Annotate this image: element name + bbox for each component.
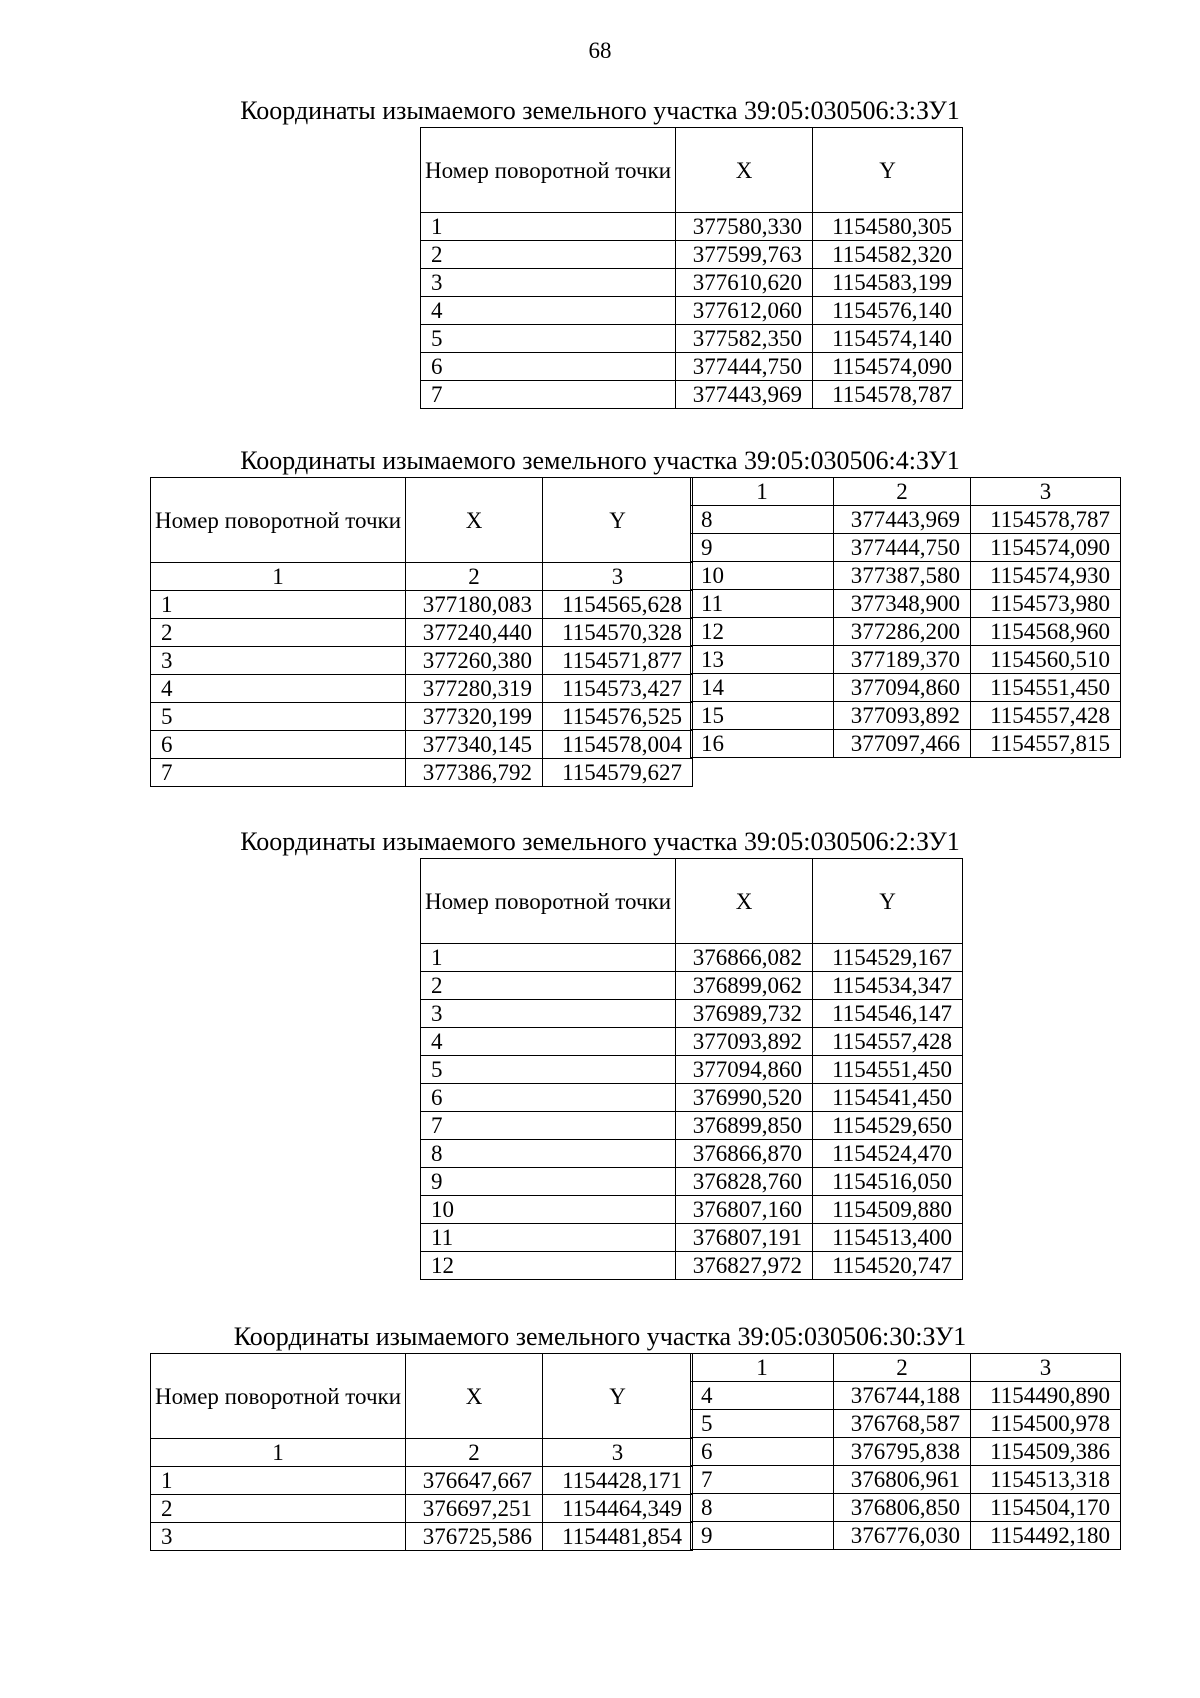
column-number: 3 <box>543 1439 693 1467</box>
table-row <box>691 1382 1121 1410</box>
x-coordinate-cell: 377348,900 <box>834 590 971 618</box>
table-row <box>421 1000 963 1028</box>
x-coordinate-cell: 377240,440 <box>406 619 543 647</box>
column-number: 1 <box>151 563 406 591</box>
y-coordinate-cell: 1154464,349 <box>543 1495 693 1523</box>
column-number-row <box>691 1354 1121 1382</box>
table-row <box>151 675 693 703</box>
table-row <box>421 1112 963 1140</box>
y-coordinate-cell: 1154568,960 <box>971 618 1121 646</box>
x-coordinate-cell: 376989,732 <box>676 1000 813 1028</box>
x-coordinate-cell: 377180,083 <box>406 591 543 619</box>
x-coordinate-cell: 376806,850 <box>834 1494 971 1522</box>
table-row <box>151 591 693 619</box>
point-number-header: Номер поворотной точки <box>421 128 676 213</box>
table-row <box>421 269 963 297</box>
y-header: Y <box>543 1354 693 1439</box>
table-header-row <box>151 478 693 563</box>
x-header: X <box>676 859 813 944</box>
table-row <box>421 1140 963 1168</box>
table-row <box>421 1028 963 1056</box>
x-coordinate-cell: 376807,191 <box>676 1224 813 1252</box>
table-row <box>691 646 1121 674</box>
point-number-cell: 9 <box>421 1168 676 1196</box>
x-coordinate-cell: 376866,870 <box>676 1140 813 1168</box>
coordinates-table-left <box>150 1353 693 1551</box>
y-coordinate-cell: 1154513,318 <box>971 1466 1121 1494</box>
table-row <box>691 702 1121 730</box>
table-header-row <box>151 1354 693 1439</box>
y-coordinate-cell: 1154500,978 <box>971 1410 1121 1438</box>
x-coordinate-cell: 376828,760 <box>676 1168 813 1196</box>
y-coordinate-cell: 1154557,815 <box>971 730 1121 758</box>
y-coordinate-cell: 1154509,880 <box>813 1196 963 1224</box>
point-number-cell: 4 <box>151 675 406 703</box>
table-row <box>421 1084 963 1112</box>
table-row <box>421 325 963 353</box>
y-coordinate-cell: 1154574,140 <box>813 325 963 353</box>
point-number-cell: 6 <box>421 353 676 381</box>
point-number-cell: 8 <box>691 506 834 534</box>
y-coordinate-cell: 1154490,890 <box>971 1382 1121 1410</box>
point-number-cell: 4 <box>691 1382 834 1410</box>
x-coordinate-cell: 377443,969 <box>834 506 971 534</box>
table-row <box>691 506 1121 534</box>
x-coordinate-cell: 377612,060 <box>676 297 813 325</box>
table-row <box>421 1056 963 1084</box>
y-coordinate-cell: 1154582,320 <box>813 241 963 269</box>
table-row <box>151 1467 693 1495</box>
y-coordinate-cell: 1154573,980 <box>971 590 1121 618</box>
table-row <box>691 674 1121 702</box>
point-number-cell: 14 <box>691 674 834 702</box>
column-number: 2 <box>834 1354 971 1382</box>
point-number-cell: 10 <box>421 1196 676 1224</box>
y-header: Y <box>813 128 963 213</box>
point-number-cell: 2 <box>421 972 676 1000</box>
table-row <box>691 1438 1121 1466</box>
x-coordinate-cell: 377280,319 <box>406 675 543 703</box>
table-row <box>151 731 693 759</box>
y-coordinate-cell: 1154516,050 <box>813 1168 963 1196</box>
y-coordinate-cell: 1154513,400 <box>813 1224 963 1252</box>
x-coordinate-cell: 377286,200 <box>834 618 971 646</box>
point-number-cell: 1 <box>151 591 406 619</box>
point-number-cell: 5 <box>691 1410 834 1438</box>
point-number-cell: 6 <box>151 731 406 759</box>
point-number-cell: 12 <box>691 618 834 646</box>
column-number: 1 <box>691 1354 834 1382</box>
point-number-cell: 1 <box>421 944 676 972</box>
point-number-cell: 5 <box>421 325 676 353</box>
point-number-cell: 7 <box>691 1466 834 1494</box>
coordinates-table-right <box>690 1353 1121 1550</box>
column-number-row <box>691 478 1121 506</box>
x-coordinate-cell: 377094,860 <box>834 674 971 702</box>
table-row <box>691 1494 1121 1522</box>
column-number: 3 <box>543 563 693 591</box>
table-row <box>691 534 1121 562</box>
point-number-cell: 9 <box>691 1522 834 1550</box>
table-row <box>151 647 693 675</box>
point-number-cell: 2 <box>421 241 676 269</box>
x-coordinate-cell: 377093,892 <box>676 1028 813 1056</box>
y-coordinate-cell: 1154492,180 <box>971 1522 1121 1550</box>
y-coordinate-cell: 1154574,930 <box>971 562 1121 590</box>
table-row <box>421 381 963 409</box>
table-row <box>421 944 963 972</box>
x-header: X <box>406 478 543 563</box>
x-coordinate-cell: 376697,251 <box>406 1495 543 1523</box>
y-coordinate-cell: 1154573,427 <box>543 675 693 703</box>
section-title: Координаты изымаемого земельного участка 39:05:030506:2:ЗУ1 <box>240 827 960 856</box>
column-number: 1 <box>691 478 834 506</box>
x-coordinate-cell: 377387,580 <box>834 562 971 590</box>
point-number-cell: 7 <box>151 759 406 787</box>
x-coordinate-cell: 377610,620 <box>676 269 813 297</box>
point-number-cell: 6 <box>691 1438 834 1466</box>
x-coordinate-cell: 377097,466 <box>834 730 971 758</box>
x-coordinate-cell: 376768,587 <box>834 1410 971 1438</box>
coordinates-table <box>420 127 963 409</box>
x-coordinate-cell: 377599,763 <box>676 241 813 269</box>
y-coordinate-cell: 1154529,650 <box>813 1112 963 1140</box>
page-number: 68 <box>588 38 612 63</box>
section-title: Координаты изымаемого земельного участка 39:05:030506:4:ЗУ1 <box>240 446 960 475</box>
table-row <box>691 1410 1121 1438</box>
y-header: Y <box>543 478 693 563</box>
point-number-cell: 11 <box>421 1224 676 1252</box>
y-coordinate-cell: 1154509,386 <box>971 1438 1121 1466</box>
y-coordinate-cell: 1154481,854 <box>543 1523 693 1551</box>
y-coordinate-cell: 1154504,170 <box>971 1494 1121 1522</box>
x-coordinate-cell: 376647,667 <box>406 1467 543 1495</box>
table-row <box>421 1196 963 1224</box>
y-coordinate-cell: 1154579,627 <box>543 759 693 787</box>
point-number-cell: 4 <box>421 1028 676 1056</box>
table-row <box>151 1495 693 1523</box>
coordinates-table <box>420 858 963 1280</box>
table-row <box>691 1466 1121 1494</box>
column-number: 3 <box>971 478 1121 506</box>
y-coordinate-cell: 1154571,877 <box>543 647 693 675</box>
y-coordinate-cell: 1154574,090 <box>813 353 963 381</box>
y-coordinate-cell: 1154557,428 <box>971 702 1121 730</box>
point-number-cell: 5 <box>151 703 406 731</box>
y-coordinate-cell: 1154583,199 <box>813 269 963 297</box>
y-coordinate-cell: 1154574,090 <box>971 534 1121 562</box>
column-number: 2 <box>834 478 971 506</box>
y-coordinate-cell: 1154578,787 <box>813 381 963 409</box>
point-number-cell: 6 <box>421 1084 676 1112</box>
column-number: 2 <box>406 1439 543 1467</box>
point-number-cell: 1 <box>151 1467 406 1495</box>
x-coordinate-cell: 377443,969 <box>676 381 813 409</box>
point-number-cell: 7 <box>421 381 676 409</box>
point-number-cell: 2 <box>151 1495 406 1523</box>
point-number-cell: 9 <box>691 534 834 562</box>
x-coordinate-cell: 376807,160 <box>676 1196 813 1224</box>
x-coordinate-cell: 377340,145 <box>406 731 543 759</box>
y-coordinate-cell: 1154578,004 <box>543 731 693 759</box>
x-coordinate-cell: 377580,330 <box>676 213 813 241</box>
x-coordinate-cell: 376866,082 <box>676 944 813 972</box>
point-number-cell: 3 <box>421 1000 676 1028</box>
column-number: 3 <box>971 1354 1121 1382</box>
table-row <box>151 703 693 731</box>
point-number-cell: 15 <box>691 702 834 730</box>
y-coordinate-cell: 1154557,428 <box>813 1028 963 1056</box>
x-coordinate-cell: 377444,750 <box>676 353 813 381</box>
coordinates-table-right <box>690 477 1121 758</box>
point-number-header: Номер поворотной точки <box>151 1354 406 1439</box>
point-number-cell: 5 <box>421 1056 676 1084</box>
point-number-cell: 11 <box>691 590 834 618</box>
y-coordinate-cell: 1154565,628 <box>543 591 693 619</box>
column-number: 2 <box>406 563 543 591</box>
point-number-header: Номер поворотной точки <box>421 859 676 944</box>
y-coordinate-cell: 1154576,525 <box>543 703 693 731</box>
table-header-row <box>421 128 963 213</box>
table-row <box>421 353 963 381</box>
y-header: Y <box>813 859 963 944</box>
y-coordinate-cell: 1154541,450 <box>813 1084 963 1112</box>
x-coordinate-cell: 376776,030 <box>834 1522 971 1550</box>
coordinates-table-left <box>150 477 693 787</box>
column-number: 1 <box>151 1439 406 1467</box>
point-number-cell: 8 <box>691 1494 834 1522</box>
x-coordinate-cell: 377582,350 <box>676 325 813 353</box>
y-coordinate-cell: 1154524,470 <box>813 1140 963 1168</box>
x-coordinate-cell: 376806,961 <box>834 1466 971 1494</box>
y-coordinate-cell: 1154576,140 <box>813 297 963 325</box>
column-number-row <box>151 563 693 591</box>
y-coordinate-cell: 1154546,147 <box>813 1000 963 1028</box>
table-row <box>151 619 693 647</box>
table-row <box>421 1252 963 1280</box>
y-coordinate-cell: 1154560,510 <box>971 646 1121 674</box>
x-coordinate-cell: 377260,380 <box>406 647 543 675</box>
point-number-cell: 4 <box>421 297 676 325</box>
x-coordinate-cell: 377386,792 <box>406 759 543 787</box>
point-number-cell: 16 <box>691 730 834 758</box>
x-coordinate-cell: 376795,838 <box>834 1438 971 1466</box>
table-row <box>421 1224 963 1252</box>
table-row <box>421 297 963 325</box>
table-row <box>691 562 1121 590</box>
x-coordinate-cell: 376725,586 <box>406 1523 543 1551</box>
point-number-cell: 10 <box>691 562 834 590</box>
x-coordinate-cell: 376899,850 <box>676 1112 813 1140</box>
x-coordinate-cell: 377320,199 <box>406 703 543 731</box>
x-coordinate-cell: 376990,520 <box>676 1084 813 1112</box>
point-number-cell: 3 <box>421 269 676 297</box>
table-row <box>421 213 963 241</box>
table-row <box>691 590 1121 618</box>
y-coordinate-cell: 1154428,171 <box>543 1467 693 1495</box>
section-title: Координаты изымаемого земельного участка 39:05:030506:30:ЗУ1 <box>233 1322 967 1351</box>
y-coordinate-cell: 1154534,347 <box>813 972 963 1000</box>
point-number-cell: 1 <box>421 213 676 241</box>
y-coordinate-cell: 1154570,328 <box>543 619 693 647</box>
table-row <box>691 730 1121 758</box>
section-title: Координаты изымаемого земельного участка 39:05:030506:3:ЗУ1 <box>240 96 960 125</box>
table-row <box>151 759 693 787</box>
point-number-cell: 2 <box>151 619 406 647</box>
y-coordinate-cell: 1154578,787 <box>971 506 1121 534</box>
y-coordinate-cell: 1154580,305 <box>813 213 963 241</box>
table-row <box>151 1523 693 1551</box>
y-coordinate-cell: 1154529,167 <box>813 944 963 972</box>
point-number-cell: 7 <box>421 1112 676 1140</box>
x-coordinate-cell: 376899,062 <box>676 972 813 1000</box>
table-header-row <box>421 859 963 944</box>
y-coordinate-cell: 1154551,450 <box>813 1056 963 1084</box>
point-number-cell: 3 <box>151 1523 406 1551</box>
y-coordinate-cell: 1154551,450 <box>971 674 1121 702</box>
x-coordinate-cell: 377093,892 <box>834 702 971 730</box>
column-number-row <box>151 1439 693 1467</box>
x-header: X <box>406 1354 543 1439</box>
x-coordinate-cell: 376744,188 <box>834 1382 971 1410</box>
point-number-header: Номер поворотной точки <box>151 478 406 563</box>
x-coordinate-cell: 376827,972 <box>676 1252 813 1280</box>
point-number-cell: 3 <box>151 647 406 675</box>
x-header: X <box>676 128 813 213</box>
x-coordinate-cell: 377444,750 <box>834 534 971 562</box>
x-coordinate-cell: 377094,860 <box>676 1056 813 1084</box>
table-row <box>691 1522 1121 1550</box>
table-row <box>421 972 963 1000</box>
table-row <box>691 618 1121 646</box>
x-coordinate-cell: 377189,370 <box>834 646 971 674</box>
table-row <box>421 1168 963 1196</box>
point-number-cell: 8 <box>421 1140 676 1168</box>
point-number-cell: 12 <box>421 1252 676 1280</box>
point-number-cell: 13 <box>691 646 834 674</box>
y-coordinate-cell: 1154520,747 <box>813 1252 963 1280</box>
table-row <box>421 241 963 269</box>
